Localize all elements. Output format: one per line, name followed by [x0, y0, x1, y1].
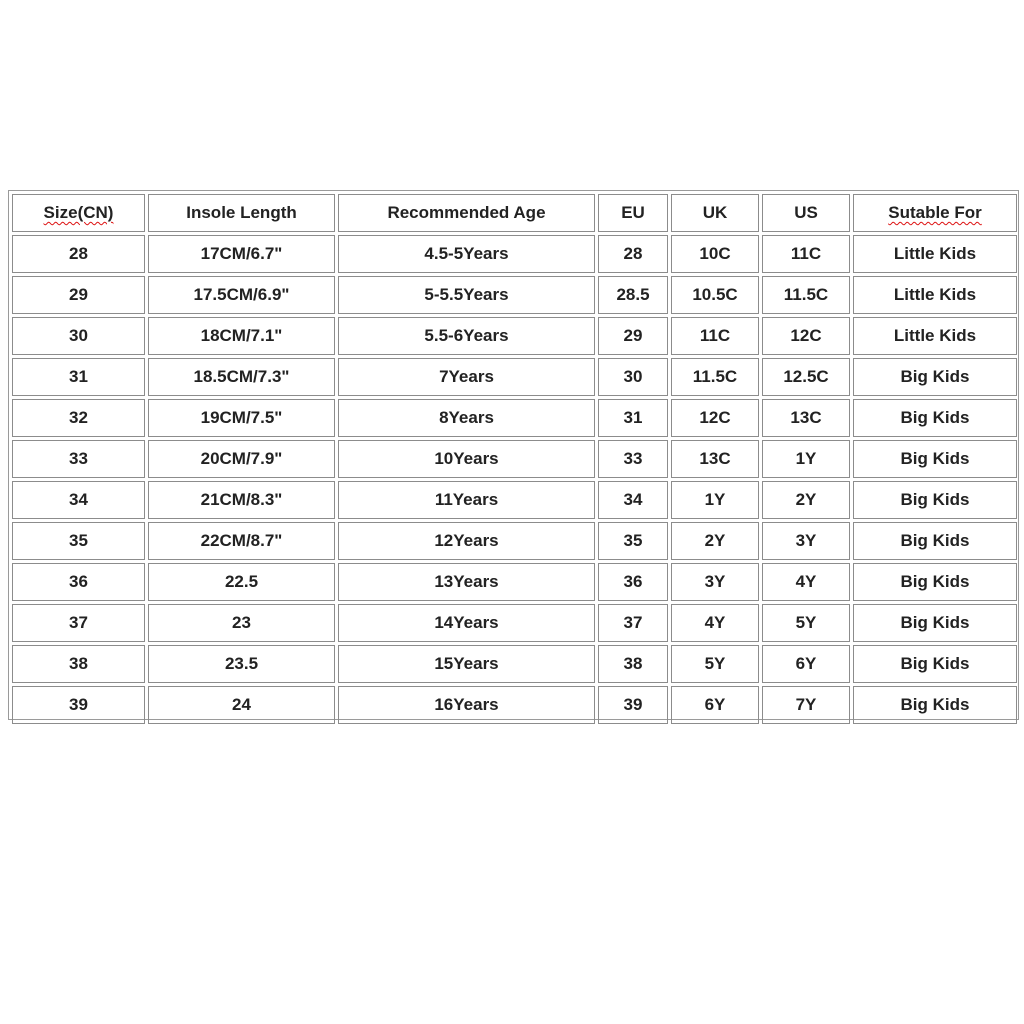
cell-size-cn: 34 [12, 481, 145, 519]
cell-size-cn: 29 [12, 276, 145, 314]
cell-eu: 38 [598, 645, 668, 683]
size-chart-container [8, 190, 1019, 720]
cell-insole-length: 20CM/7.9" [148, 440, 335, 478]
cell-us: 6Y [762, 645, 850, 683]
cell-recommended-age: 14Years [338, 604, 595, 642]
cell-eu: 33 [598, 440, 668, 478]
cell-recommended-age: 8Years [338, 399, 595, 437]
cell-recommended-age: 11Years [338, 481, 595, 519]
cell-size-cn: 32 [12, 399, 145, 437]
cell-suitable-for: Big Kids [853, 399, 1017, 437]
cell-suitable-for: Big Kids [853, 358, 1017, 396]
cell-uk: 4Y [671, 604, 759, 642]
size-chart-table [9, 191, 1020, 727]
cell-suitable-for: Big Kids [853, 645, 1017, 683]
table-row [12, 440, 1017, 478]
cell-eu: 28.5 [598, 276, 668, 314]
cell-us: 12C [762, 317, 850, 355]
cell-us: 7Y [762, 686, 850, 724]
cell-uk: 10.5C [671, 276, 759, 314]
cell-insole-length: 22.5 [148, 563, 335, 601]
cell-eu: 35 [598, 522, 668, 560]
header-row [12, 194, 1017, 232]
cell-suitable-for: Big Kids [853, 481, 1017, 519]
cell-size-cn: 33 [12, 440, 145, 478]
cell-insole-length: 22CM/8.7" [148, 522, 335, 560]
cell-size-cn: 37 [12, 604, 145, 642]
header-insole-length: Insole Length [148, 194, 335, 232]
cell-uk: 2Y [671, 522, 759, 560]
cell-recommended-age: 5-5.5Years [338, 276, 595, 314]
cell-recommended-age: 5.5-6Years [338, 317, 595, 355]
cell-insole-length: 23.5 [148, 645, 335, 683]
cell-eu: 39 [598, 686, 668, 724]
header-eu: EU [598, 194, 668, 232]
cell-suitable-for: Big Kids [853, 440, 1017, 478]
cell-size-cn: 31 [12, 358, 145, 396]
cell-suitable-for: Little Kids [853, 317, 1017, 355]
cell-insole-length: 18CM/7.1" [148, 317, 335, 355]
table-row [12, 399, 1017, 437]
table-row [12, 563, 1017, 601]
cell-size-cn: 35 [12, 522, 145, 560]
cell-uk: 6Y [671, 686, 759, 724]
cell-recommended-age: 15Years [338, 645, 595, 683]
table-row [12, 481, 1017, 519]
cell-us: 11C [762, 235, 850, 273]
cell-suitable-for: Little Kids [853, 276, 1017, 314]
cell-recommended-age: 7Years [338, 358, 595, 396]
cell-insole-length: 21CM/8.3" [148, 481, 335, 519]
table-row [12, 276, 1017, 314]
header-suitable-for: Sutable For [853, 194, 1017, 232]
cell-uk: 12C [671, 399, 759, 437]
table-row [12, 317, 1017, 355]
cell-suitable-for: Big Kids [853, 686, 1017, 724]
cell-size-cn: 39 [12, 686, 145, 724]
cell-size-cn: 36 [12, 563, 145, 601]
cell-size-cn: 30 [12, 317, 145, 355]
cell-us: 1Y [762, 440, 850, 478]
cell-insole-length: 19CM/7.5" [148, 399, 335, 437]
cell-uk: 3Y [671, 563, 759, 601]
cell-eu: 37 [598, 604, 668, 642]
table-row [12, 235, 1017, 273]
cell-insole-length: 18.5CM/7.3" [148, 358, 335, 396]
cell-size-cn: 38 [12, 645, 145, 683]
cell-suitable-for: Big Kids [853, 522, 1017, 560]
cell-eu: 29 [598, 317, 668, 355]
table-row [12, 686, 1017, 724]
header-recommended-age: Recommended Age [338, 194, 595, 232]
cell-recommended-age: 13Years [338, 563, 595, 601]
cell-us: 3Y [762, 522, 850, 560]
cell-insole-length: 24 [148, 686, 335, 724]
cell-uk: 1Y [671, 481, 759, 519]
cell-uk: 13C [671, 440, 759, 478]
table-row [12, 522, 1017, 560]
cell-eu: 28 [598, 235, 668, 273]
cell-insole-length: 17.5CM/6.9" [148, 276, 335, 314]
cell-uk: 5Y [671, 645, 759, 683]
cell-suitable-for: Little Kids [853, 235, 1017, 273]
header-size-cn: Size(CN) [12, 194, 145, 232]
cell-suitable-for: Big Kids [853, 604, 1017, 642]
cell-recommended-age: 12Years [338, 522, 595, 560]
cell-us: 11.5C [762, 276, 850, 314]
header-us: US [762, 194, 850, 232]
cell-us: 12.5C [762, 358, 850, 396]
cell-uk: 11C [671, 317, 759, 355]
cell-recommended-age: 10Years [338, 440, 595, 478]
cell-eu: 30 [598, 358, 668, 396]
cell-us: 2Y [762, 481, 850, 519]
cell-insole-length: 23 [148, 604, 335, 642]
cell-recommended-age: 4.5-5Years [338, 235, 595, 273]
cell-eu: 36 [598, 563, 668, 601]
cell-us: 13C [762, 399, 850, 437]
cell-uk: 10C [671, 235, 759, 273]
cell-eu: 34 [598, 481, 668, 519]
cell-recommended-age: 16Years [338, 686, 595, 724]
header-uk: UK [671, 194, 759, 232]
table-row [12, 604, 1017, 642]
cell-eu: 31 [598, 399, 668, 437]
table-row [12, 645, 1017, 683]
cell-insole-length: 17CM/6.7" [148, 235, 335, 273]
cell-us: 5Y [762, 604, 850, 642]
table-row [12, 358, 1017, 396]
cell-size-cn: 28 [12, 235, 145, 273]
cell-uk: 11.5C [671, 358, 759, 396]
cell-suitable-for: Big Kids [853, 563, 1017, 601]
cell-us: 4Y [762, 563, 850, 601]
